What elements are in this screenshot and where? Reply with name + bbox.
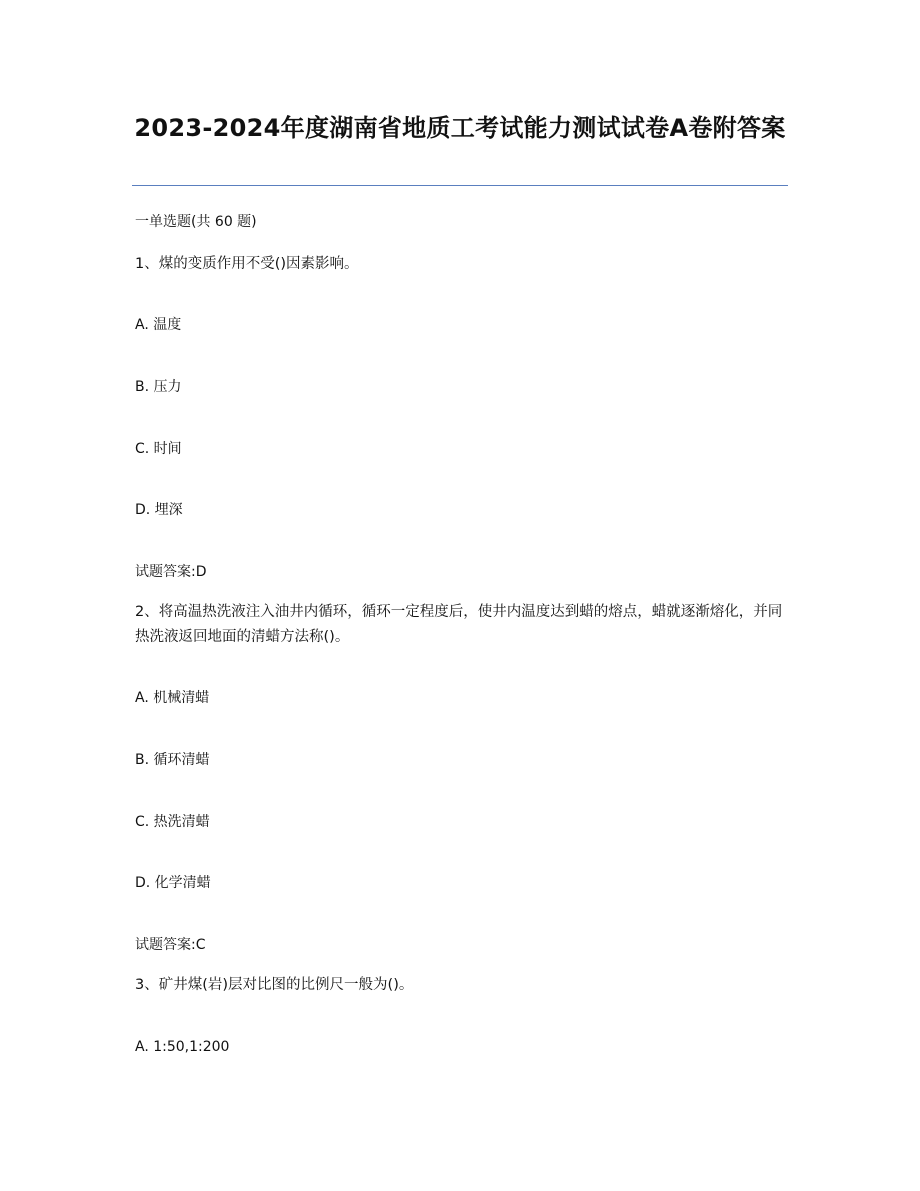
question-1-stem: 1、煤的变质作用不受()因素影响。 <box>135 256 359 272</box>
question-3-stem: 3、矿井煤(岩)层对比图的比例尺一般为()。 <box>135 977 414 993</box>
document-title: 2023-2024年度湖南省地质工考试能力测试试卷A卷附答案 <box>134 114 786 142</box>
title-divider <box>132 185 788 186</box>
section-header: 一单选题(共 60 题) <box>135 214 257 230</box>
question-2-option-d: D. 化学清蜡 <box>135 875 211 891</box>
question-2-option-c: C. 热洗清蜡 <box>135 814 210 830</box>
question-1-option-c: C. 时间 <box>135 441 182 457</box>
question-1-option-b: B. 压力 <box>135 379 182 395</box>
question-3-option-a: A. 1:50,1:200 <box>135 1039 230 1055</box>
question-2-option-a: A. 机械清蜡 <box>135 690 210 706</box>
question-1-answer: 试题答案:D <box>135 564 207 580</box>
question-1-option-a: A. 温度 <box>135 317 182 333</box>
question-2-answer: 试题答案:C <box>135 937 206 953</box>
question-2-option-b: B. 循环清蜡 <box>135 752 210 768</box>
question-1-option-d: D. 埋深 <box>135 502 183 518</box>
question-2-stem: 2、将高温热洗液注入油井内循环，循环一定程度后，使井内温度达到蜡的熔点，蜡就逐渐熔化，并同热洗液返回地面的清蜡方法称()。 <box>135 604 783 645</box>
